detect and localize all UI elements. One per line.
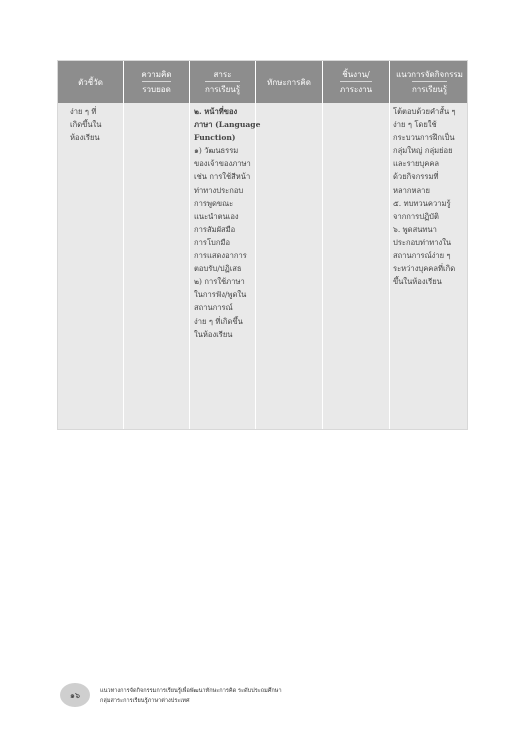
activity-line: โต้ตอบด้วยคำสั้น ๆ	[393, 107, 456, 116]
activity-line: สถานการณ์ง่าย ๆ	[393, 251, 451, 261]
activity-line: และรายบุคคล	[393, 159, 440, 169]
page-number-badge	[60, 683, 90, 707]
column-divider	[322, 61, 323, 429]
header-concept-line1: ความคิด	[141, 70, 172, 79]
activity-cell	[393, 105, 456, 288]
footer-caption	[100, 686, 282, 706]
activity-line: ระหว่างบุคคลที่เกิด	[393, 264, 456, 274]
content-line: ภาษา (Language	[194, 120, 261, 130]
indicator-cell	[70, 105, 101, 144]
activity-line: ประกอบท่าทางใน	[393, 237, 452, 247]
column-divider	[189, 61, 190, 429]
header-activity	[390, 61, 469, 103]
column-divider	[123, 61, 124, 429]
header-indicator	[58, 61, 123, 103]
content-line: ท่าทางประกอบ	[194, 185, 244, 195]
indicator-line: เกิดขึ้นใน	[70, 120, 102, 130]
header-content	[190, 61, 255, 103]
content-line: ในห้องเรียน	[194, 329, 233, 339]
header-task-line2: ภาระงาน	[340, 81, 372, 96]
activity-line: ขึ้นในห้องเรียน	[393, 277, 442, 287]
content-line: ของเจ้าของภาษา	[194, 159, 251, 169]
content-line: การสัมผัสมือ	[194, 224, 236, 234]
content-line: สถานการณ์	[194, 303, 233, 313]
activity-line: หลากหลาย	[393, 185, 430, 195]
content-line: ๒. หน้าที่ของ	[194, 107, 238, 116]
content-line: แนะนำตนเอง	[194, 211, 239, 221]
header-indicator-label: ตัวชี้วัด	[78, 77, 103, 87]
page-number: ๑๖	[69, 690, 81, 700]
content-line: ตอบรับ/ปฏิเสธ	[194, 264, 242, 274]
content-line: ๑) วัฒนธรรม	[194, 146, 239, 156]
activity-line: จากการปฏิบัติ	[393, 211, 439, 221]
content-line: ง่าย ๆ ที่เกิดขึ้น	[194, 316, 243, 326]
content-line: เช่น การใช้สีหน้า	[194, 172, 251, 182]
content-cell	[194, 105, 260, 341]
header-concept-line2: รวบยอด	[142, 81, 171, 96]
activity-line: ๖. พูดสนทนา	[393, 224, 437, 234]
curriculum-table	[57, 60, 468, 430]
content-line: การพูดขณะ	[194, 198, 234, 208]
header-thinking-skill	[256, 61, 322, 103]
content-line: การโบกมือ	[194, 237, 231, 247]
activity-line: กระบวนการฝึกเป็น	[393, 133, 455, 143]
indicator-line: ห้องเรียน	[70, 133, 100, 143]
activity-line: ๕. ทบทวนความรู้	[393, 198, 451, 208]
header-activity-line1: แนวการจัดกิจกรรม	[396, 70, 463, 79]
header-thinking-skill-label: ทักษะการคิด	[267, 77, 311, 87]
activity-line: ด้วยกิจกรรมที่	[393, 172, 439, 182]
column-divider	[389, 61, 390, 429]
activity-line: กลุ่มใหญ่ กลุ่มย่อย	[393, 146, 453, 156]
header-task-line1: ชิ้นงาน/	[342, 70, 370, 79]
indicator-line: ง่าย ๆ ที่	[70, 107, 97, 116]
header-activity-line2: การเรียนรู้	[412, 81, 447, 96]
content-line: Function)	[194, 133, 236, 143]
header-content-line2: การเรียนรู้	[205, 81, 240, 96]
header-task	[323, 61, 389, 103]
content-line: ๒) การใช้ภาษา	[194, 277, 245, 287]
activity-line: ง่าย ๆ โดยใช้	[393, 120, 437, 130]
footer-line2: กลุ่มสาระการเรียนรู้ภาษาต่างประเทศ	[100, 698, 190, 704]
content-line: ในการฟัง/พูดใน	[194, 290, 247, 300]
content-line: การแสดงอาการ	[194, 251, 247, 261]
header-content-line1: สาระ	[213, 70, 232, 79]
footer-line1: แนวทางการจัดกิจกรรมการเรียนรู้เพื่อพัฒนาทักษะการคิด ระดับประถมศึกษา	[100, 688, 282, 694]
header-concept	[124, 61, 189, 103]
